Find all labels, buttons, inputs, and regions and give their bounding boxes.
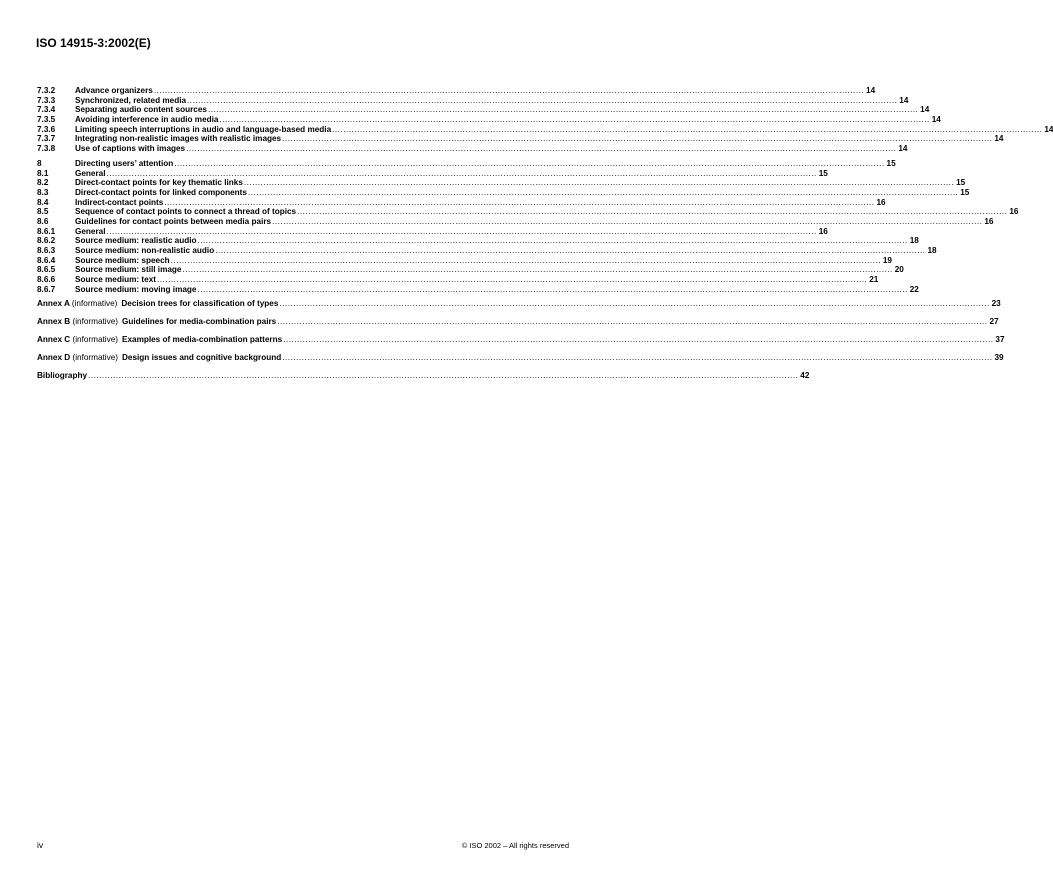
document-header: ISO 14915-3:2002(E) <box>36 36 151 50</box>
toc-entry-title: Limiting speech interruptions in audio and language-based media <box>75 124 332 134</box>
toc-entry[interactable] <box>37 255 892 266</box>
toc-entry-title: Sequence of contact points to connect a thread of topics <box>75 207 297 217</box>
annex-title: Decision trees for classification of types <box>121 299 279 309</box>
dot-leader <box>283 335 993 345</box>
toc-entry[interactable] <box>37 275 879 285</box>
dot-leader <box>107 227 817 237</box>
annex-page: 39 <box>994 353 1004 363</box>
toc-entry-number: 7.3.8 <box>37 144 56 154</box>
toc-entry-page: 22 <box>909 284 919 294</box>
toc-entry[interactable] <box>37 168 828 179</box>
toc-entry-page: 16 <box>876 197 886 207</box>
toc-entry-title: Avoiding interference in audio media <box>75 115 219 125</box>
toc-entry-page: 19 <box>882 255 892 265</box>
toc-entry[interactable] <box>37 144 908 154</box>
annex-title: Design issues and cognitive background <box>122 353 282 363</box>
footer-page-number: iv <box>37 840 44 850</box>
dot-leader <box>186 144 896 154</box>
toc-annex-d[interactable] <box>37 353 1004 363</box>
annex-label <box>37 299 117 309</box>
annex-kind: (informative) <box>72 335 118 345</box>
toc-entry-page: 14 <box>1044 124 1053 134</box>
toc-entry-title: Advance organizers <box>75 86 153 95</box>
dot-leader <box>187 96 897 106</box>
toc-entry[interactable] <box>37 197 886 208</box>
toc-entry-number: 8.3 <box>37 187 49 197</box>
toc-entry-title: Separating audio content sources <box>75 105 207 115</box>
dot-leader <box>244 178 954 188</box>
toc-entry-title: Source medium: realistic audio <box>75 236 197 246</box>
annex-letter: Annex A <box>37 299 70 309</box>
annex-kind: (informative) <box>71 299 118 309</box>
toc-entry-page: 14 <box>931 115 941 125</box>
toc-entry[interactable] <box>37 226 828 237</box>
toc-annexes <box>37 299 1005 381</box>
toc-entry-number: 8.6.2 <box>37 236 56 246</box>
annex-label <box>37 335 118 345</box>
toc-entry[interactable] <box>37 265 904 275</box>
bibliography-page: 42 <box>800 371 810 381</box>
annex-letter: Annex C <box>37 335 71 345</box>
dot-leader <box>154 86 864 96</box>
toc-entry-number: 7.3.2 <box>37 86 56 95</box>
toc-entry-title: Source medium: non-realistic audio <box>75 246 215 255</box>
toc-entry-title: Direct-contact points for key thematic links <box>75 178 243 188</box>
dot-leader <box>219 115 929 125</box>
toc-entry-title: Source medium: moving image <box>75 284 197 294</box>
toc-entry[interactable] <box>37 178 966 188</box>
toc-entry[interactable] <box>37 86 876 96</box>
toc-entry-page: 14 <box>994 134 1004 144</box>
toc-entry[interactable] <box>37 284 919 295</box>
dot-leader <box>107 169 817 179</box>
toc-entry-number: 8.6.6 <box>37 275 56 285</box>
toc-entry-page: 15 <box>886 158 896 168</box>
toc-entry-number: 8.6.1 <box>37 226 56 236</box>
toc-entry-page: 21 <box>869 275 879 285</box>
toc-entry-number: 8.6.3 <box>37 246 56 255</box>
toc-entry-page: 14 <box>920 105 930 115</box>
toc-entry[interactable] <box>37 216 994 227</box>
dot-leader <box>282 353 992 363</box>
toc-entry-title: Directing users’ attention <box>75 158 174 168</box>
toc-entry-page: 16 <box>818 226 828 236</box>
dot-leader <box>297 207 1007 217</box>
annex-kind: (informative) <box>72 317 118 327</box>
toc-entry-title: Source medium: speech <box>75 255 170 265</box>
toc-entry[interactable] <box>37 95 909 106</box>
toc-entry[interactable] <box>37 236 919 246</box>
toc-entry-page: 20 <box>894 265 904 275</box>
toc-entry-title: General <box>75 226 106 236</box>
toc-entry-title: Guidelines for contact points between media pairs <box>75 216 272 226</box>
toc-entry-page: 14 <box>899 95 909 105</box>
toc-bibliography[interactable] <box>37 371 810 381</box>
toc-annex-c[interactable] <box>37 335 1005 345</box>
toc-entry-number: 8.2 <box>37 178 49 188</box>
toc-entry[interactable] <box>37 158 896 169</box>
toc-entry[interactable] <box>37 207 1019 217</box>
toc-entry-title: Source medium: text <box>75 275 156 285</box>
toc-entry-number: 7.3.5 <box>37 115 56 125</box>
toc-entry-title: Indirect-contact points <box>75 197 164 207</box>
toc-entry-number: 8.6 <box>37 216 49 226</box>
dot-leader <box>248 188 958 198</box>
dot-leader <box>277 317 987 327</box>
bibliography-title: Bibliography <box>37 371 88 381</box>
toc-entry-number: 7.3.3 <box>37 95 56 105</box>
toc-entry-title: Source medium: still image <box>75 265 182 275</box>
dot-leader <box>174 159 884 169</box>
toc-entry-page: 15 <box>818 168 828 178</box>
toc-entry-page: 14 <box>866 86 876 95</box>
toc-annex-a[interactable] <box>37 299 1001 309</box>
dot-leader <box>279 299 989 309</box>
footer-copyright: © ISO 2002 – All rights reserved <box>461 841 569 850</box>
toc-entry-page: 15 <box>960 187 970 197</box>
toc-entry-title: Synchronized, related media <box>75 95 187 105</box>
dot-leader <box>182 265 892 275</box>
toc-entry-title: Integrating non-realistic images with realistic images <box>75 134 282 144</box>
toc-entry-title: Use of captions with images <box>75 144 186 154</box>
toc-entry-number: 8 <box>37 158 42 168</box>
toc-entry-number: 8.4 <box>37 197 49 207</box>
toc-entry-number: 7.3.7 <box>37 134 56 144</box>
dot-leader <box>197 285 907 295</box>
toc-entry[interactable] <box>37 105 930 115</box>
toc-entry[interactable] <box>37 246 937 256</box>
toc-entry-page: 18 <box>927 246 937 255</box>
dot-leader <box>197 236 907 246</box>
annex-page: 37 <box>995 335 1005 345</box>
toc-group-7 <box>37 86 1053 154</box>
annex-title: Guidelines for media-combination pairs <box>122 317 277 327</box>
toc-entry-number: 8.6.7 <box>37 284 56 294</box>
toc-entry-title: General <box>75 168 106 178</box>
dot-leader <box>157 275 867 285</box>
toc-entry-page: 15 <box>956 178 966 188</box>
annex-page: 27 <box>989 317 999 327</box>
toc-entry[interactable] <box>37 115 941 125</box>
dot-leader <box>171 256 881 266</box>
toc-entry[interactable] <box>37 124 1053 135</box>
dot-leader <box>332 125 1042 135</box>
annex-title: Examples of media-combination patterns <box>122 335 283 345</box>
toc-entry-number: 8.6.4 <box>37 255 56 265</box>
dot-leader <box>215 246 925 256</box>
dot-leader <box>88 371 798 381</box>
annex-kind: (informative) <box>72 353 118 363</box>
toc-entry-number: 7.3.4 <box>37 105 56 115</box>
table-of-contents <box>37 86 1053 389</box>
dot-leader <box>282 134 992 144</box>
toc-entry[interactable] <box>37 134 1004 144</box>
toc-entry-page: 18 <box>909 236 919 246</box>
annex-letter: Annex B <box>37 317 71 327</box>
toc-entry-page: 16 <box>984 216 994 226</box>
toc-group-8 <box>37 158 1019 295</box>
toc-entry[interactable] <box>37 187 970 198</box>
dot-leader <box>208 105 918 115</box>
dot-leader <box>164 198 874 208</box>
toc-entry-number: 8.5 <box>37 207 49 217</box>
dot-leader <box>272 217 982 227</box>
toc-entry-page: 16 <box>1009 207 1019 217</box>
toc-entry-number: 8.6.5 <box>37 265 56 275</box>
toc-entry-title: Direct-contact points for linked components <box>75 187 247 197</box>
toc-annex-b[interactable] <box>37 317 999 327</box>
toc-entry-page: 14 <box>898 144 908 154</box>
annex-label <box>37 353 118 363</box>
toc-entry-number: 8.1 <box>37 168 49 178</box>
toc-entry-number: 7.3.6 <box>37 124 56 134</box>
annex-page: 23 <box>991 299 1001 309</box>
annex-label <box>37 317 118 327</box>
annex-letter: Annex D <box>37 353 71 363</box>
